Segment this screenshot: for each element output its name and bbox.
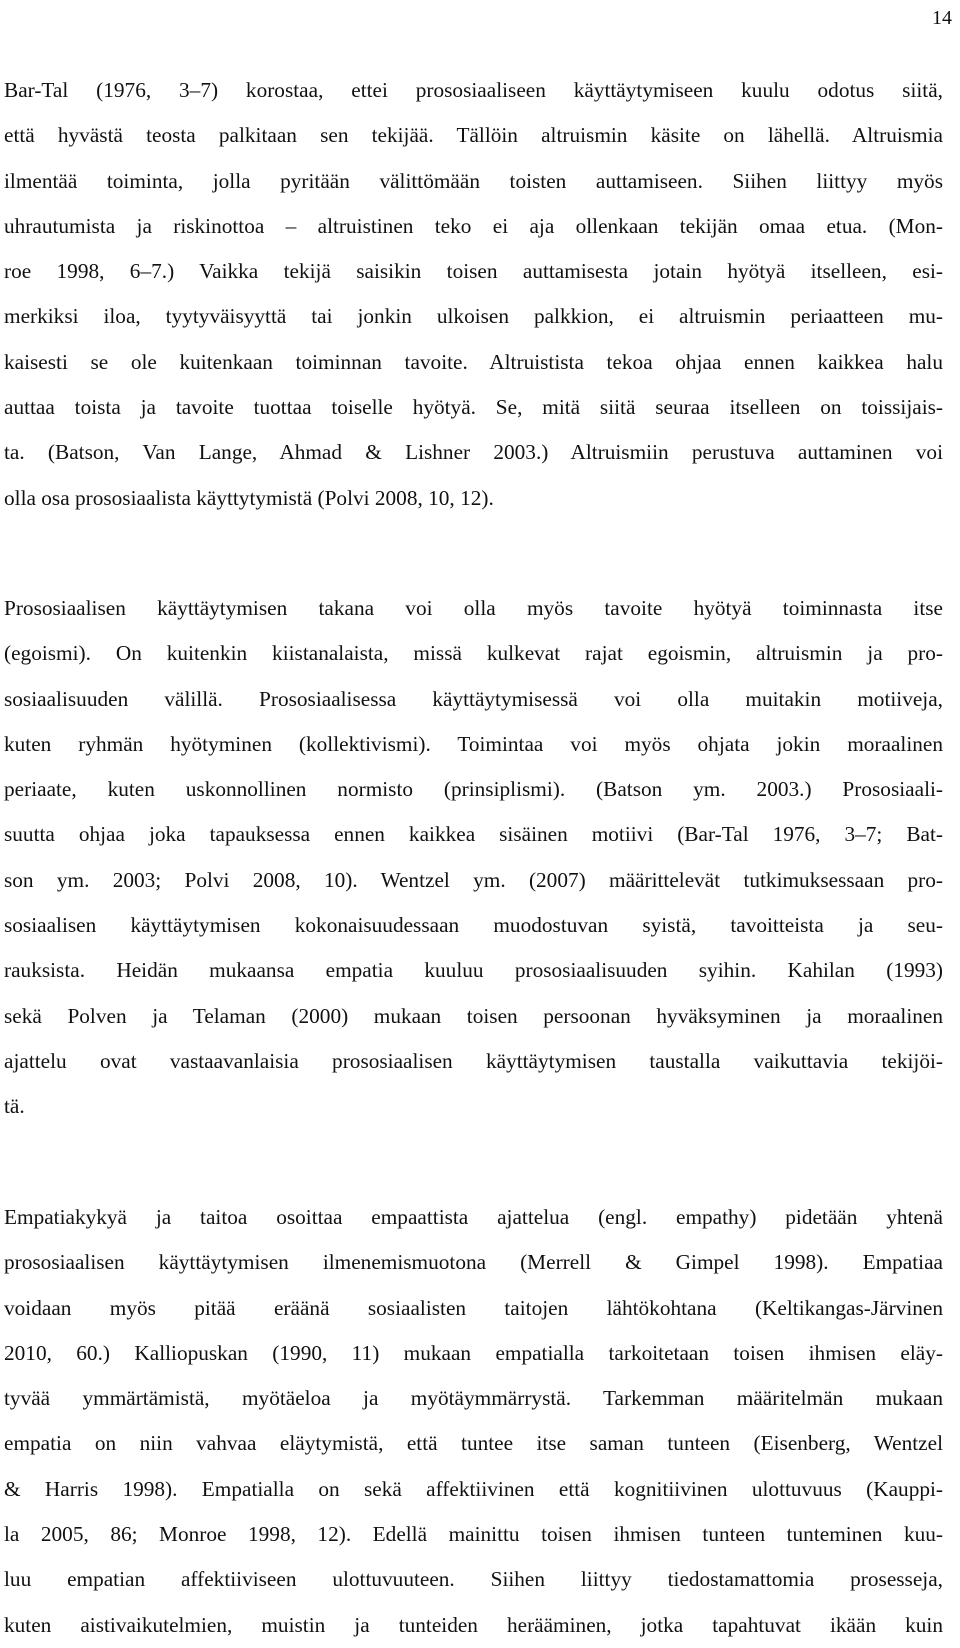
text-line: auttaa toista ja tavoite tuottaa toiselle hyötyä. Se, mitä siitä seuraa itselleen on toissijais- — [4, 395, 943, 420]
text-line: olla osa prososiaalista käyttytymistä (Polvi 2008, 10, 12). — [4, 485, 494, 510]
text-line: (egoismi). On kuitenkin kiistanalaista, missä kulkevat rajat egoismin, altruismin ja pro- — [4, 641, 943, 666]
text-line: rauksista. Heidän mukaansa empatia kuuluu prososiaalisuuden syihin. Kahilan (1993) — [4, 958, 943, 983]
text-line: että hyvästä teosta palkitaan sen tekijää. Tällöin altruismin käsite on lähellä. Altruismia — [4, 123, 943, 148]
text-line: kaisesti se ole kuitenkaan toiminnan tavoite. Altruistista tekoa ohjaa ennen kaikkea halu — [4, 349, 943, 374]
text-line: Bar-Tal (1976, 3–7) korostaa, ettei prososiaaliseen käyttäytymiseen kuulu odotus siitä, — [4, 78, 943, 102]
text-line: Prososiaalisen käyttäytymisen takana voi olla myös tavoite hyötyä toiminnasta itse — [4, 596, 943, 620]
paragraph-empathy — [4, 1195, 943, 1648]
text-line: la 2005, 86; Monroe 1998, 12). Edellä mainittu toisen ihmisen tunteen tunteminen kuu- — [4, 1522, 943, 1547]
text-line: ta. (Batson, Van Lange, Ahmad & Lishner 2003.) Altruismiin perustuva auttaminen voi — [4, 440, 943, 465]
text-line: voidaan myös pitää eräänä sosiaalisten taitojen lähtökohtana (Keltikangas-Järvinen — [4, 1295, 943, 1320]
text-line: uhrautumista ja riskinottoa – altruistinen teko ei aja ollenkaan tekijän omaa etua. (Mon- — [4, 213, 943, 238]
paragraph-egoism — [4, 586, 943, 1130]
text-line: 2010, 60.) Kalliopuskan (1990, 11) mukaan empatialla tarkoitetaan toisen ihmisen eläy- — [4, 1340, 943, 1365]
text-line: suutta ohjaa joka tapauksessa ennen kaikkea sisäinen motiivi (Bar-Tal 1976, 3–7; Bat- — [4, 822, 943, 847]
text-line: tyvää ymmärtämistä, myötäeloa ja myötäymmärrystä. Tarkemman määritelmän mukaan — [4, 1386, 943, 1411]
page-number: 14 — [932, 7, 952, 29]
text-line: sekä Polven ja Telaman (2000) mukaan toisen persoonan hyväksyminen ja moraalinen — [4, 1003, 943, 1028]
paragraph-altruism — [4, 68, 943, 521]
text-line: luu empatian affektiiviseen ulottuvuuteen. Siihen liittyy tiedostamattomia prosesseja, — [4, 1567, 943, 1592]
text-line: kuten ryhmän hyötyminen (kollektivismi). Toimintaa voi myös ohjata jokin moraalinen — [4, 731, 943, 756]
text-line: ajattelu ovat vastaavanlaisia prososiaalisen käyttäytymisen taustalla vaikuttavia tekijöi- — [4, 1048, 943, 1073]
text-line: ilmentää toiminta, jolla pyritään välittömään toisten auttamiseen. Siihen liittyy myös — [4, 168, 943, 193]
text-line: roe 1998, 6–7.) Vaikka tekijä saisikin toisen auttamisesta jotain hyötyä itselleen, esi- — [4, 259, 943, 284]
text-line: periaate, kuten uskonnollinen normisto (prinsiplismi). (Batson ym. 2003.) Prososiaali- — [4, 777, 943, 802]
text-line: tä. — [4, 1094, 25, 1119]
text-line: empatia on niin vahvaa eläytymistä, että tuntee itse saman tunteen (Eisenberg, Wentzel — [4, 1431, 943, 1456]
text-line: merkiksi iloa, tyytyväisyyttä tai jonkin ulkoisen palkkion, ei altruismin periaatteen mu- — [4, 304, 943, 329]
text-line: son ym. 2003; Polvi 2008, 10). Wentzel ym. (2007) määrittelevät tutkimuksessaan pro- — [4, 867, 943, 892]
text-line: sosiaalisuuden välillä. Prososiaalisessa käyttäytymisessä voi olla muitakin motiiveja, — [4, 686, 943, 711]
text-line: prososiaalisen käyttäytymisen ilmenemismuotona (Merrell & Gimpel 1998). Empatiaa — [4, 1250, 943, 1275]
text-line: sosiaalisen käyttäytymisen kokonaisuudessaan muodostuvan syistä, tavoitteista ja seu- — [4, 913, 943, 938]
text-line: & Harris 1998). Empatialla on sekä affektiivinen että kognitiivinen ulottuvuus (Kauppi- — [4, 1476, 943, 1501]
text-line: kuten aistivaikutelmien, muistin ja tunteiden herääminen, jotka tapahtuvat ikään kuin — [4, 1612, 943, 1637]
text-line: Empatiakykyä ja taitoa osoittaa empaattista ajattelua (engl. empathy) pidetään yhtenä — [4, 1205, 943, 1229]
